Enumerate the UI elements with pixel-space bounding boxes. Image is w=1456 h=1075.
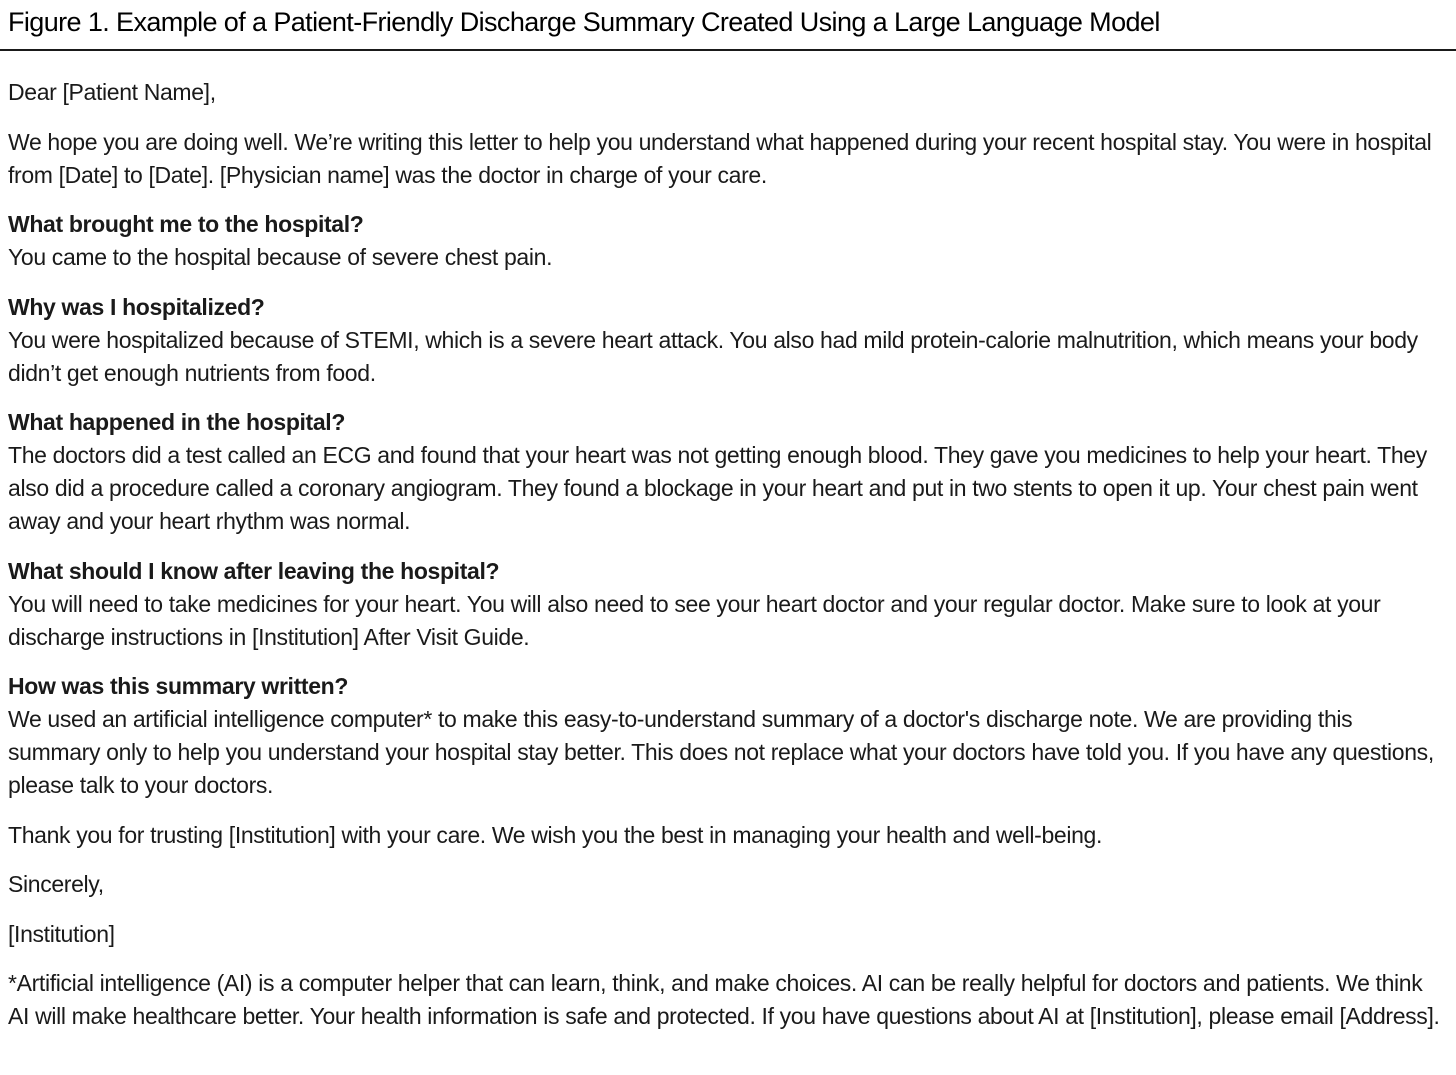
section-heading: What should I know after leaving the hospital? <box>8 557 500 584</box>
figure-title: Figure 1. Example of a Patient-Friendly Discharge Summary Created Using a Large Language Model <box>8 7 1160 37</box>
discharge-letter <box>8 76 1448 1050</box>
intro-paragraph: We hope you are doing well. We’re writing this letter to help you understand what happened during your recent hospital stay. You were in hospital from [Date] to [Date]. [Physician name] was the doctor in charge of your care. <box>8 128 1432 188</box>
section-heading: How was this summary written? <box>8 673 349 699</box>
section-text: You will need to take medicines for your heart. You will also need to see your heart doctor and your regular doctor. Make sure to look at your discharge instructions in [Institution] After Visit Guide. <box>8 590 1381 650</box>
closing-thanks: Thank you for trusting [Institution] with your care. We wish you the best in managing your health and well-being. <box>8 821 1103 848</box>
section-text: We used an artificial intelligence computer* to make this easy-to-understand summary of a doctor's discharge note. We are providing this summary only to help you understand your hospital stay better. This does not replace what your doctors have told you. If you have any questions, please talk to your doctors. <box>8 706 1434 798</box>
section-hospitalization-reason <box>8 291 1448 390</box>
section-text: The doctors did a test called an ECG and found that your heart was not getting enough blood. They gave you medicines to help your heart. They also did a procedure called a coronary angiogram. They found a blockage in your heart and put in two stents to open it up. Your chest pain went away and your heart rhythm was normal. <box>8 442 1427 534</box>
signature: [Institution] <box>8 920 115 947</box>
salutation: Dear [Patient Name], <box>8 79 216 105</box>
section-text: You came to the hospital because of severe chest pain. <box>8 244 553 270</box>
section-hospital-events <box>8 406 1448 538</box>
signoff: Sincerely, <box>8 871 104 897</box>
section-heading: What happened in the hospital? <box>8 409 346 435</box>
section-heading: What brought me to the hospital? <box>8 211 364 237</box>
ai-footnote: *Artificial intelligence (AI) is a computer helper that can learn, think, and make choices. AI can be really helpful for doctors and patients. We think AI will make healthcare better. Your health information is safe and protected. If you have questions about AI at [Institution], please email [Address]. <box>8 970 1440 1029</box>
section-summary-method <box>8 670 1448 802</box>
section-after-discharge <box>8 555 1448 654</box>
section-reason-for-visit <box>8 208 1448 274</box>
section-text: You were hospitalized because of STEMI, which is a severe heart attack. You also had mild protein-calorie malnutrition, which means your body didn’t get enough nutrients from food. <box>8 326 1418 386</box>
title-rule <box>0 49 1456 51</box>
section-heading: Why was I hospitalized? <box>8 293 265 320</box>
